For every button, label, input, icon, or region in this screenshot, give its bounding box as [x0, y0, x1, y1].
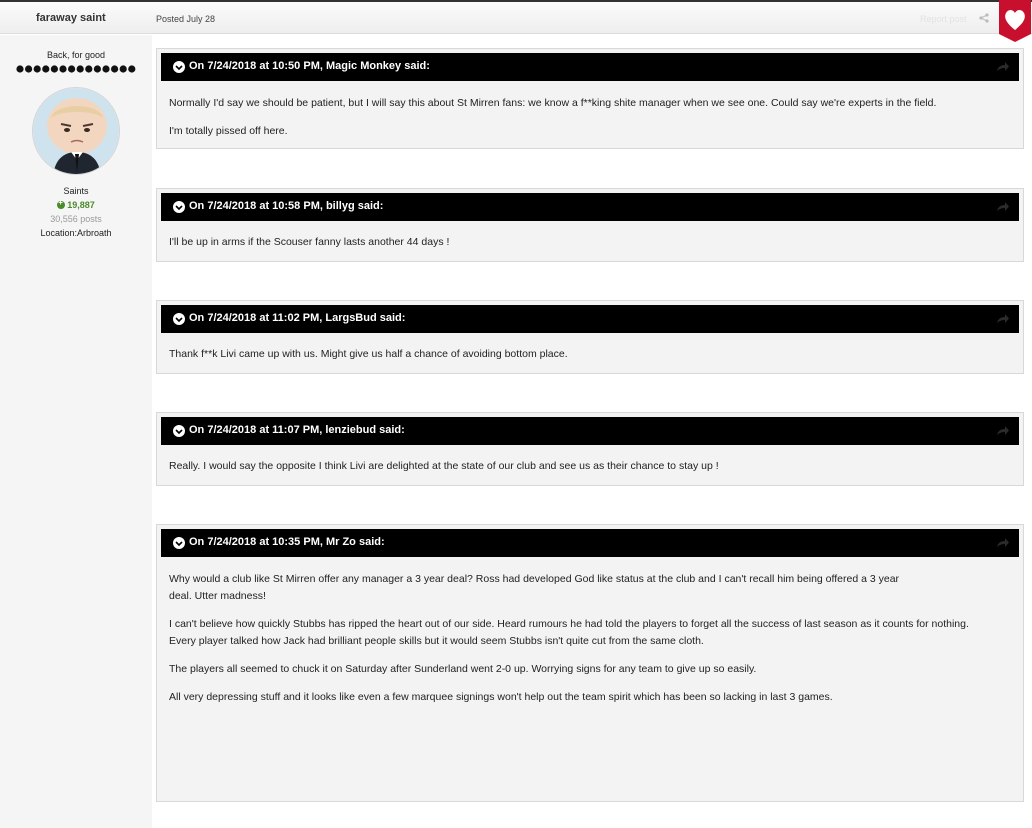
rank-pip — [128, 65, 135, 72]
quote-citation: On 7/24/2018 at 11:02 PM, LargsBud said: — [189, 312, 406, 324]
quote-block — [156, 188, 1024, 262]
quote-paragraph: Every player talked how Jack had brilliant people skills but it would seem Stubbs isn't quite cut from the same cloth. — [169, 635, 704, 647]
rank-pip — [120, 65, 127, 72]
reputation-badge — [0, 200, 152, 210]
quote-body — [169, 571, 1009, 717]
arrow-icon[interactable] — [996, 313, 1010, 325]
post-count: 30,556 posts — [50, 214, 102, 224]
arrow-icon[interactable] — [996, 201, 1010, 213]
quote-citation: On 7/24/2018 at 10:50 PM, Magic Monkey said: — [189, 60, 430, 72]
quote-header[interactable] — [161, 529, 1019, 557]
arrow-icon[interactable] — [996, 425, 1010, 437]
rank-pip — [94, 65, 101, 72]
rank-pip — [34, 65, 41, 72]
avatar[interactable] — [32, 87, 120, 175]
quote-block — [156, 524, 1024, 802]
rank-pip — [42, 65, 49, 72]
quote-header[interactable] — [161, 193, 1019, 221]
rank-pip — [68, 65, 75, 72]
quote-body — [169, 346, 1009, 374]
report-post-link[interactable]: Report post — [920, 14, 967, 24]
quote-body — [169, 234, 1009, 262]
quote-paragraph: The players all seemed to chuck it on Saturday after Sunderland went 2-0 up. Worrying signs for any team to give up so easily. — [169, 663, 757, 675]
quote-paragraph: I'm totally pissed off here. — [169, 125, 288, 137]
heart-icon[interactable] — [999, 0, 1031, 42]
author-panel — [0, 35, 152, 828]
chevron-down-icon[interactable] — [173, 313, 185, 325]
quote-block — [156, 412, 1024, 486]
rank-pips — [16, 64, 136, 74]
reputation-count: 19,887 — [67, 200, 95, 210]
chevron-down-icon[interactable] — [173, 537, 185, 549]
quote-paragraph: All very depressing stuff and it looks like even a few marquee signings won't help out the team spirit which has been so lacking in last 3 games. — [169, 691, 833, 703]
chevron-down-icon[interactable] — [173, 61, 185, 73]
quote-paragraph: Normally I'd say we should be patient, but I will say this about St Mirren fans: we know a f**king shite manager when we see one. Could say we're experts in the field. — [169, 97, 937, 109]
quote-header[interactable] — [161, 305, 1019, 333]
quote-header[interactable] — [161, 417, 1019, 445]
rank-pip — [77, 65, 84, 72]
post-date[interactable]: Posted July 28 — [156, 14, 216, 24]
quote-citation: On 7/24/2018 at 10:58 PM, billyg said: — [189, 200, 384, 212]
chevron-down-icon[interactable] — [173, 425, 185, 437]
quote-paragraph: deal. Utter madness! — [169, 590, 266, 602]
rank-pip — [25, 65, 32, 72]
arrow-icon[interactable] — [996, 61, 1010, 73]
post-header — [0, 0, 1032, 34]
quote-paragraph: Really. I would say the opposite I think Livi are delighted at the state of our club and see us as their chance to stay up ! — [169, 460, 719, 472]
quote-body — [169, 95, 1009, 151]
share-icon[interactable] — [979, 13, 989, 23]
quote-paragraph: Why would a club like St Mirren offer any manager a 3 year deal? Ross had developed God like status at the club and I can't recall him being offered a 3 year — [169, 573, 900, 585]
member-group: Saints — [63, 186, 89, 196]
rank-pip — [85, 65, 92, 72]
plus-circle-icon — [57, 201, 65, 209]
member-location: Location:Arbroath — [40, 228, 112, 238]
quote-citation: On 7/24/2018 at 10:35 PM, Mr Zo said: — [189, 536, 385, 548]
quote-block — [156, 300, 1024, 374]
quote-body — [169, 458, 1009, 486]
quote-header[interactable] — [161, 53, 1019, 81]
quote-block — [156, 48, 1024, 149]
rank-pip — [16, 65, 23, 72]
post-author-name[interactable]: faraway saint — [36, 12, 106, 24]
member-title: Back, for good — [46, 50, 106, 60]
chevron-down-icon[interactable] — [173, 201, 185, 213]
rank-pip — [111, 65, 118, 72]
arrow-icon[interactable] — [996, 537, 1010, 549]
quote-citation: On 7/24/2018 at 11:07 PM, lenziebud said: — [189, 424, 405, 436]
quote-paragraph: Thank f**k Livi came up with us. Might give us half a chance of avoiding bottom place. — [169, 348, 568, 360]
rank-pip — [59, 65, 66, 72]
quote-paragraph: I can't believe how quickly Stubbs has ripped the heart out of our side. Heard rumours he had told the players to forget all the success of last season as it counts for nothing. — [169, 618, 969, 630]
quote-paragraph: I'll be up in arms if the Scouser fanny lasts another 44 days ! — [169, 236, 450, 248]
rank-pip — [51, 65, 58, 72]
rank-pip — [102, 65, 109, 72]
